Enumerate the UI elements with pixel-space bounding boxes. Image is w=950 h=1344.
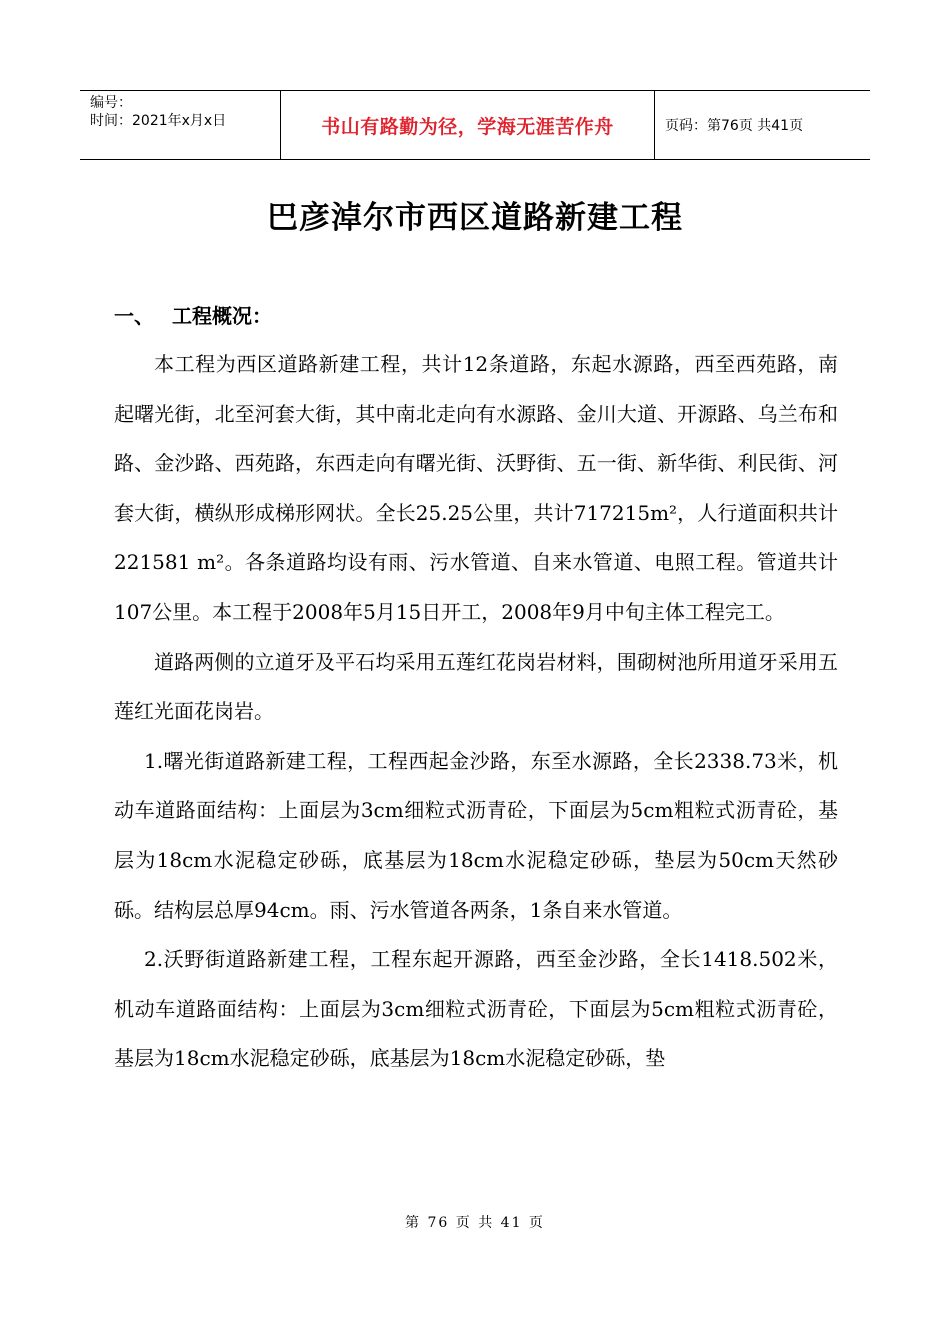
section-title: 工程概况： (172, 304, 272, 328)
number-label: 编号： (90, 95, 132, 111)
paragraph-overview: 本工程为西区道路新建工程，共计12条道路，东起水源路，西至西苑路，南起曙光街，北至河套大街，其中南北走向有水源路、金川大道、开源路、乌兰布和路、金沙路、西苑路，东西走向有曙光街、沃野街、五一街、新华街、利民街、河套大街，横纵形成梯形网状。全长25.25公里，共计717215m²，人行道面积共计221581 m²。各条道路均设有雨、污水管道、自来水管道、电照工程。管道共计107公里。本工程于2008年5月15日开工，2008年9月中旬主体工程完工。 (114, 352, 838, 624)
document-header (80, 90, 870, 160)
header-meta (80, 91, 281, 159)
page-info: 页码：第76页 共41页 (665, 118, 804, 134)
page-footer: 第 76 页 共 41 页 (405, 1215, 545, 1231)
paragraph-curbstone: 道路两侧的立道牙及平石均采用五莲红花岗岩材料，围砌树池所用道牙采用五莲红光面花岗岩。 (114, 649, 838, 724)
header-page-cell (655, 91, 870, 159)
paragraph-woye-street: 2.沃野街道路新建工程，工程东起开源路，西至金沙路，全长1418.502米，机动车道路面结构：上面层为3cm细粒式沥青砼，下面层为5cm粗粒式沥青砼，基层为18cm水泥稳定砂砾，底基层为18cm水泥稳定砂砾，垫 (114, 947, 838, 1071)
document-body (114, 340, 838, 1084)
paragraph-shuguang-street: 1.曙光街道路新建工程，工程西起金沙路，东至水源路，全长2338.73米，机动车道路面结构：上面层为3cm细粒式沥青砼，下面层为5cm粗粒式沥青砼，基层为18cm水泥稳定砂砾，底基层为18cm水泥稳定砂砾，垫层为50cm天然砂砾。结构层总厚94cm。雨、污水管道各两条，1条自来水管道。 (114, 748, 838, 922)
section-number: 一、 (114, 304, 154, 328)
document-title: 巴彦淖尔市西区道路新建工程 (267, 200, 683, 236)
section-heading (114, 300, 272, 329)
motto: 书山有路勤为径，学海无涯苦作舟 (321, 115, 614, 138)
time-label: 时间：2021年x月x日 (90, 113, 227, 129)
header-motto-cell (281, 91, 655, 159)
